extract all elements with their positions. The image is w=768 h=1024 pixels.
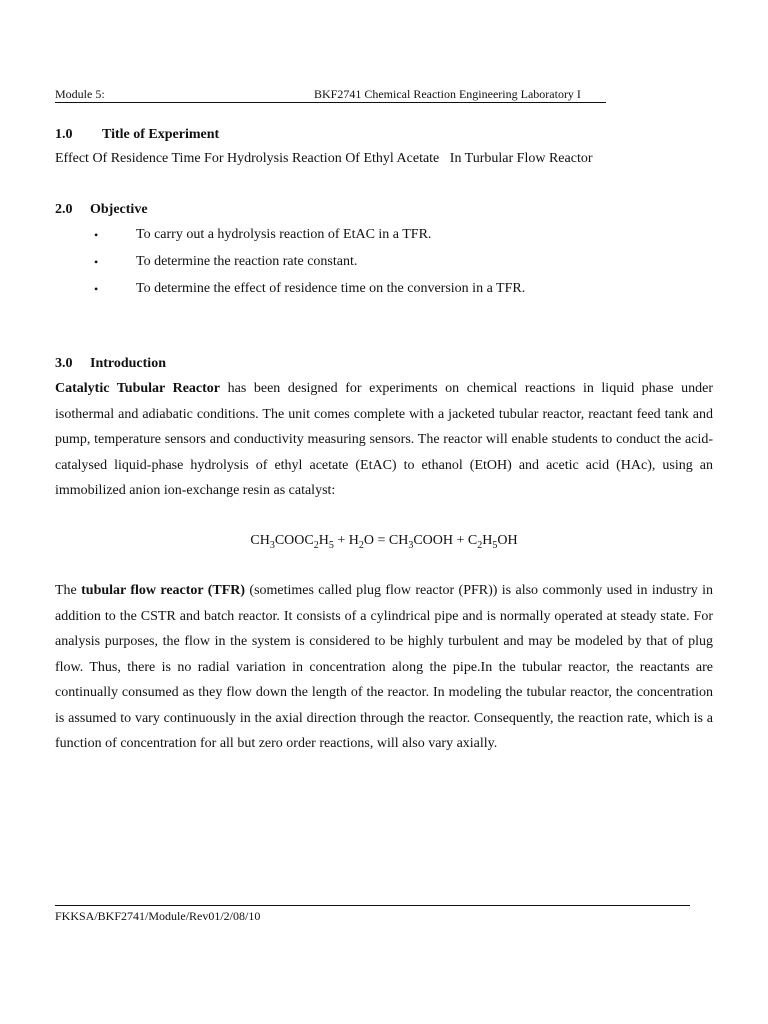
section-2-title: Objective	[90, 202, 148, 217]
paragraph-text: (sometimes called plug flow reactor (PFR)) is also commonly used in industry in addition to the CSTR and batch reactor. It consists of a cylindrical pipe and is normally operated at steady state. For analysis purposes, the flow in the system is considered to be highly turbulent and may be modeled by that of plug flow. Thus, there is no radial variation in concentration along the pipe.In the tubular reactor, the reactants are continually consumed as they flow down the length of the reactor. In modeling the tubular reactor, the concentration is assumed to vary continuously in the axial direction through the reactor. Consequently, the reaction rate, which is a function of concentration for all but zero order reactions, will also vary axially.	[55, 583, 714, 751]
section-2-number: 2.0	[55, 202, 73, 217]
reaction-equation: $CH_3COOC_2H_5 + H_2O$ = $CH_3COOH + C_2H_5OH$	[250, 533, 518, 551]
bullet-icon: •	[94, 282, 99, 296]
header-course-title: BKF2741 Chemical Reaction Engineering Laboratory I	[314, 87, 581, 101]
footer-divider	[55, 905, 690, 906]
header-module: Module 5:	[55, 87, 105, 101]
section-1-number: 1.0	[55, 127, 73, 142]
experiment-title: Effect Of Residence Time For Hydrolysis Reaction Of Ethyl Acetate In Turbular Flow Reactor	[55, 151, 593, 166]
section-3-heading	[55, 356, 166, 372]
section-1-title: Title of Experiment	[102, 127, 220, 142]
footer-document-code: FKKSA/BKF2741/Module/Rev01/2/08/10	[55, 909, 261, 923]
bold-term: Catalytic Tubular Reactor	[55, 381, 221, 396]
objective-text: To carry out a hydrolysis reaction of EtAC in a TFR.	[136, 227, 432, 242]
objective-text: To determine the reaction rate constant.	[136, 254, 358, 269]
bold-term: tubular flow reactor (TFR)	[81, 583, 246, 598]
introduction-paragraph-1	[55, 376, 713, 504]
bullet-icon: •	[94, 228, 99, 242]
bullet-icon: •	[94, 255, 99, 269]
section-2-heading	[55, 202, 148, 218]
objective-text: To determine the effect of residence time on the conversion in a TFR.	[136, 281, 526, 296]
section-3-number: 3.0	[55, 356, 73, 371]
introduction-paragraph-2: The tubular flow reactor (TFR) (sometimes called plug flow reactor (PFR)) is also commonly used in industry in addition to the CSTR and batch reactor. It consists of a cylindrical pipe and is normally operated at steady state. For analysis purposes, the flow in the system is considered to be highly turbulent and may be modeled by that of plug flow. Thus, there is no radial variation in concentration along the pipe.In the tubular reactor, the reactants are continually consumed as they flow down the length of the reactor. In modeling the tubular reactor, the concentration is assumed to vary continuously in the axial direction through the reactor. Consequently, the reaction rate, which is a function of concentration for all but zero order reactions, will also vary axially.	[55, 583, 714, 751]
paragraph-text: has been designed for experiments on chemical reactions in liquid phase under isothermal and adiabatic conditions. The unit comes complete with a jacketed tubular reactor, reactant feed tank and pump, temperature sensors and conductivity measuring sensors. The reactor will enable students to conduct the acid-catalysed liquid-phase hydrolysis of ethyl acetate (EtAC) to ethanol (EtOH) and acetic acid (HAc), using an immobilized anion ion-exchange resin as catalyst:	[55, 381, 714, 498]
section-3-title: Introduction	[90, 356, 166, 371]
section-1-heading	[55, 127, 219, 143]
page-header	[55, 87, 606, 103]
